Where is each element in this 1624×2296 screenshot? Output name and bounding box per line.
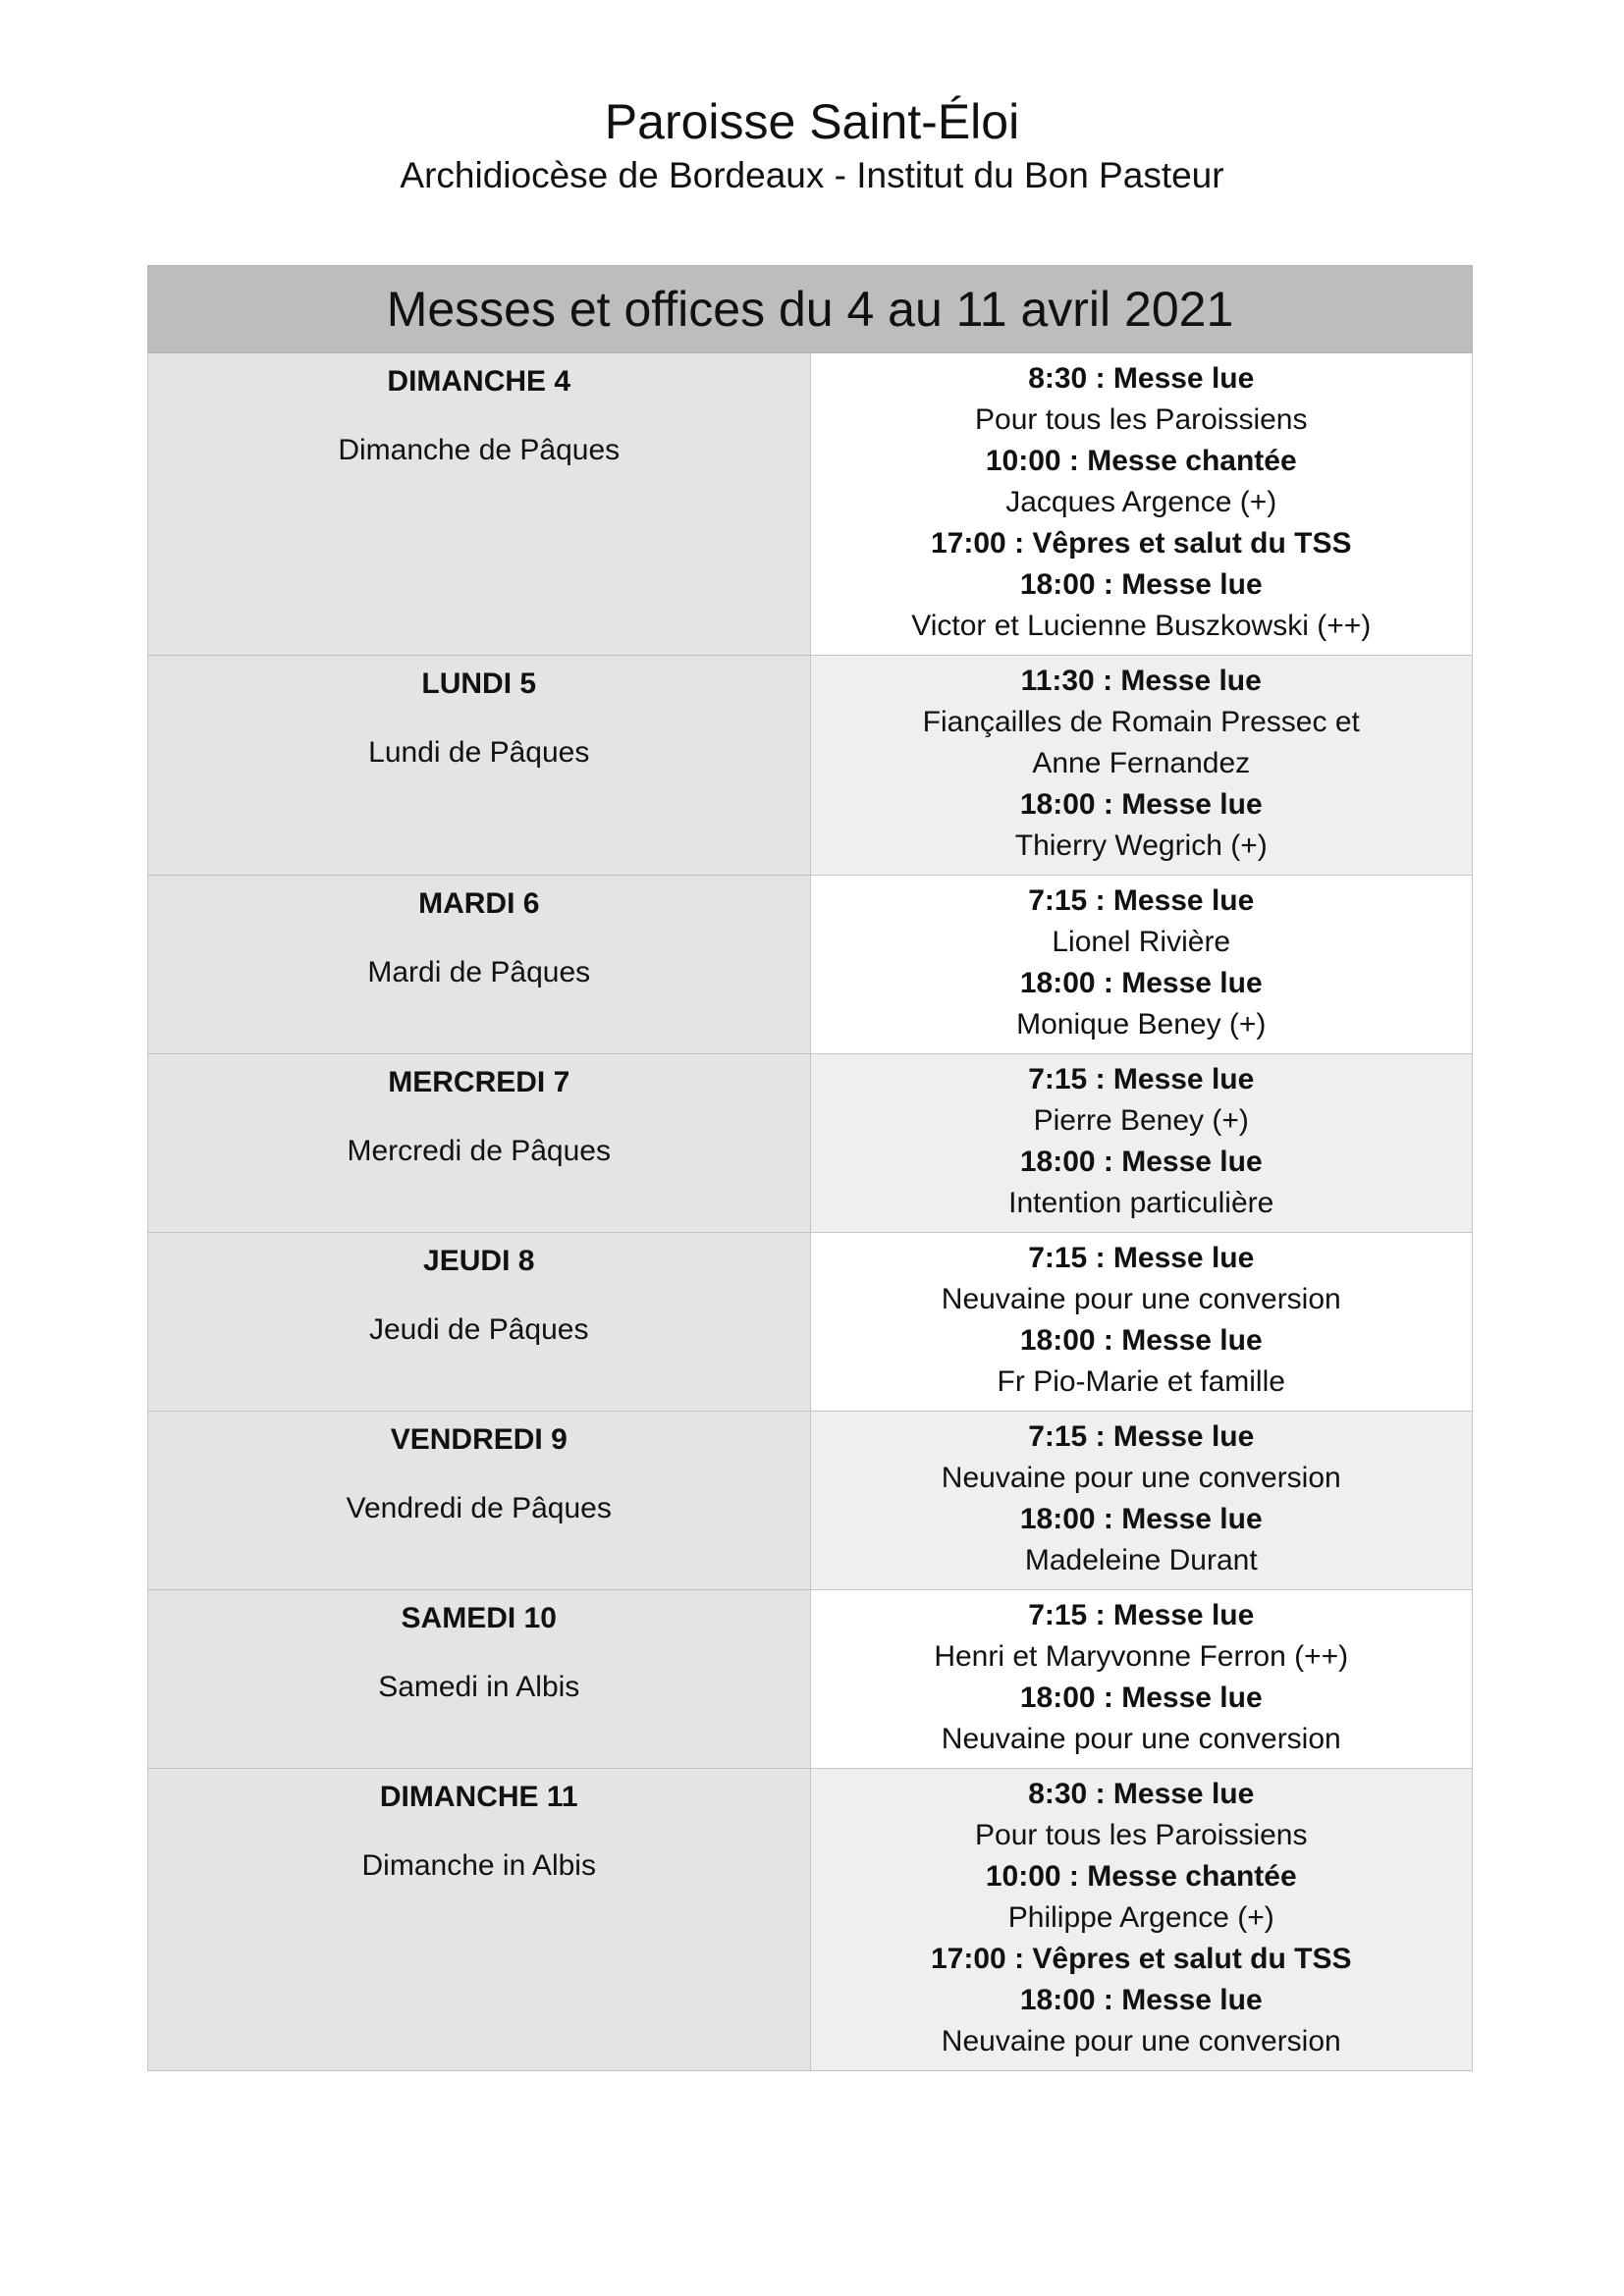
day-cell [148, 1233, 811, 1412]
service-time: 7:15 : Messe lue [1028, 884, 1255, 917]
day-cell [148, 1590, 811, 1769]
service-time: 18:00 : Messe lue [1019, 1146, 1263, 1178]
services-cell [810, 1412, 1473, 1590]
schedule-row [148, 1233, 1473, 1412]
service-intention: Henri et Maryvonne Ferron (++) [934, 1640, 1349, 1673]
service-intention: Pour tous les Paroissiens [975, 403, 1308, 436]
schedule-row [148, 656, 1473, 876]
day-name: DIMANCHE 4 [387, 365, 571, 398]
service-intention: Lionel Rivière [1052, 926, 1231, 958]
day-name: SAMEDI 10 [401, 1602, 557, 1634]
parish-title: Paroisse Saint-Éloi [604, 94, 1020, 149]
service-intention: Pierre Beney (+) [1033, 1104, 1249, 1137]
services-list [811, 1412, 1473, 1589]
service-time: 18:00 : Messe lue [1019, 1984, 1263, 2016]
service-time: 7:15 : Messe lue [1028, 1599, 1255, 1631]
service-time: 17:00 : Vêpres et salut du TSS [931, 1943, 1352, 1975]
day-name: VENDREDI 9 [390, 1423, 568, 1456]
service-intention: Philippe Argence (+) [1007, 1901, 1274, 1934]
service-time: 8:30 : Messe lue [1028, 362, 1255, 395]
service-time: 18:00 : Messe lue [1019, 1682, 1263, 1714]
service-intention: Anne Fernandez [1032, 747, 1251, 779]
schedule-row [148, 1590, 1473, 1769]
schedule-row [148, 876, 1473, 1054]
schedule-heading-row [148, 266, 1473, 353]
schedule-heading: Messes et offices du 4 au 11 avril 2021 [148, 266, 1473, 353]
service-intention: Neuvaine pour une conversion [941, 2025, 1341, 2057]
day-cell [148, 876, 811, 1054]
service-time: 18:00 : Messe lue [1019, 568, 1263, 601]
day-cell [148, 1412, 811, 1590]
day-cell [148, 656, 811, 876]
day-feast: Dimanche de Pâques [338, 434, 621, 466]
service-intention: Intention particulière [1008, 1187, 1274, 1219]
service-time: 18:00 : Messe lue [1019, 1503, 1263, 1535]
day-feast: Mercredi de Pâques [347, 1135, 611, 1167]
services-list [811, 1054, 1473, 1232]
day-feast: Lundi de Pâques [368, 736, 590, 769]
service-intention: Pour tous les Paroissiens [975, 1819, 1308, 1851]
service-intention: Fr Pio-Marie et famille [997, 1365, 1285, 1398]
service-intention: Neuvaine pour une conversion [941, 1723, 1341, 1755]
day-name: MARDI 6 [418, 887, 540, 920]
services-cell [810, 1590, 1473, 1769]
service-intention: Monique Beney (+) [1016, 1008, 1267, 1041]
day-feast: Mardi de Pâques [367, 956, 591, 988]
service-intention: Madeleine Durant [1024, 1544, 1258, 1576]
day-cell [148, 1054, 811, 1233]
service-time: 7:15 : Messe lue [1028, 1242, 1255, 1274]
services-cell [810, 1054, 1473, 1233]
services-cell [810, 1233, 1473, 1412]
services-cell [810, 876, 1473, 1054]
day-cell [148, 353, 811, 656]
day-feast: Samedi in Albis [378, 1671, 580, 1703]
services-cell [810, 1769, 1473, 2071]
service-intention: Jacques Argence (+) [1005, 486, 1277, 518]
service-time: 18:00 : Messe lue [1019, 967, 1263, 999]
day-feast: Vendredi de Pâques [346, 1492, 612, 1524]
day-name: LUNDI 5 [421, 667, 537, 700]
service-time: 10:00 : Messe chantée [985, 1860, 1297, 1893]
service-time: 8:30 : Messe lue [1028, 1778, 1255, 1810]
day-name: JEUDI 8 [423, 1245, 535, 1277]
service-time: 17:00 : Vêpres et salut du TSS [931, 527, 1352, 560]
service-intention: Thierry Wegrich (+) [1014, 829, 1268, 862]
diocese-subtitle: Archidiocèse de Bordeaux - Institut du Bon Pasteur [400, 155, 1224, 195]
services-cell [810, 656, 1473, 876]
service-time: 11:30 : Messe lue [1020, 665, 1262, 697]
mass-schedule-table [147, 265, 1473, 2071]
services-list [811, 1769, 1473, 2070]
day-feast: Dimanche in Albis [361, 1849, 596, 1882]
service-time: 18:00 : Messe lue [1019, 788, 1263, 821]
services-list [811, 353, 1473, 655]
services-list [811, 1590, 1473, 1768]
service-time: 10:00 : Messe chantée [985, 445, 1297, 477]
service-time: 7:15 : Messe lue [1028, 1420, 1255, 1453]
services-list [811, 656, 1473, 875]
service-intention: Neuvaine pour une conversion [941, 1283, 1341, 1315]
day-feast: Jeudi de Pâques [368, 1313, 589, 1346]
service-time: 18:00 : Messe lue [1019, 1324, 1263, 1357]
services-list [811, 876, 1473, 1053]
schedule-row [148, 1054, 1473, 1233]
day-name: DIMANCHE 11 [379, 1781, 578, 1813]
service-time: 7:15 : Messe lue [1028, 1063, 1255, 1095]
day-cell [148, 1769, 811, 2071]
document-header [0, 90, 1624, 198]
schedule-row [148, 1769, 1473, 2071]
schedule-row [148, 353, 1473, 656]
schedule-body [148, 353, 1473, 2071]
service-intention: Fiançailles de Romain Pressec et [922, 706, 1360, 738]
day-name: MERCREDI 7 [388, 1066, 570, 1098]
service-intention: Neuvaine pour une conversion [941, 1462, 1341, 1494]
services-list [811, 1233, 1473, 1411]
schedule-row [148, 1412, 1473, 1590]
service-intention: Victor et Lucienne Buszkowski (++) [911, 610, 1372, 642]
services-cell [810, 353, 1473, 656]
